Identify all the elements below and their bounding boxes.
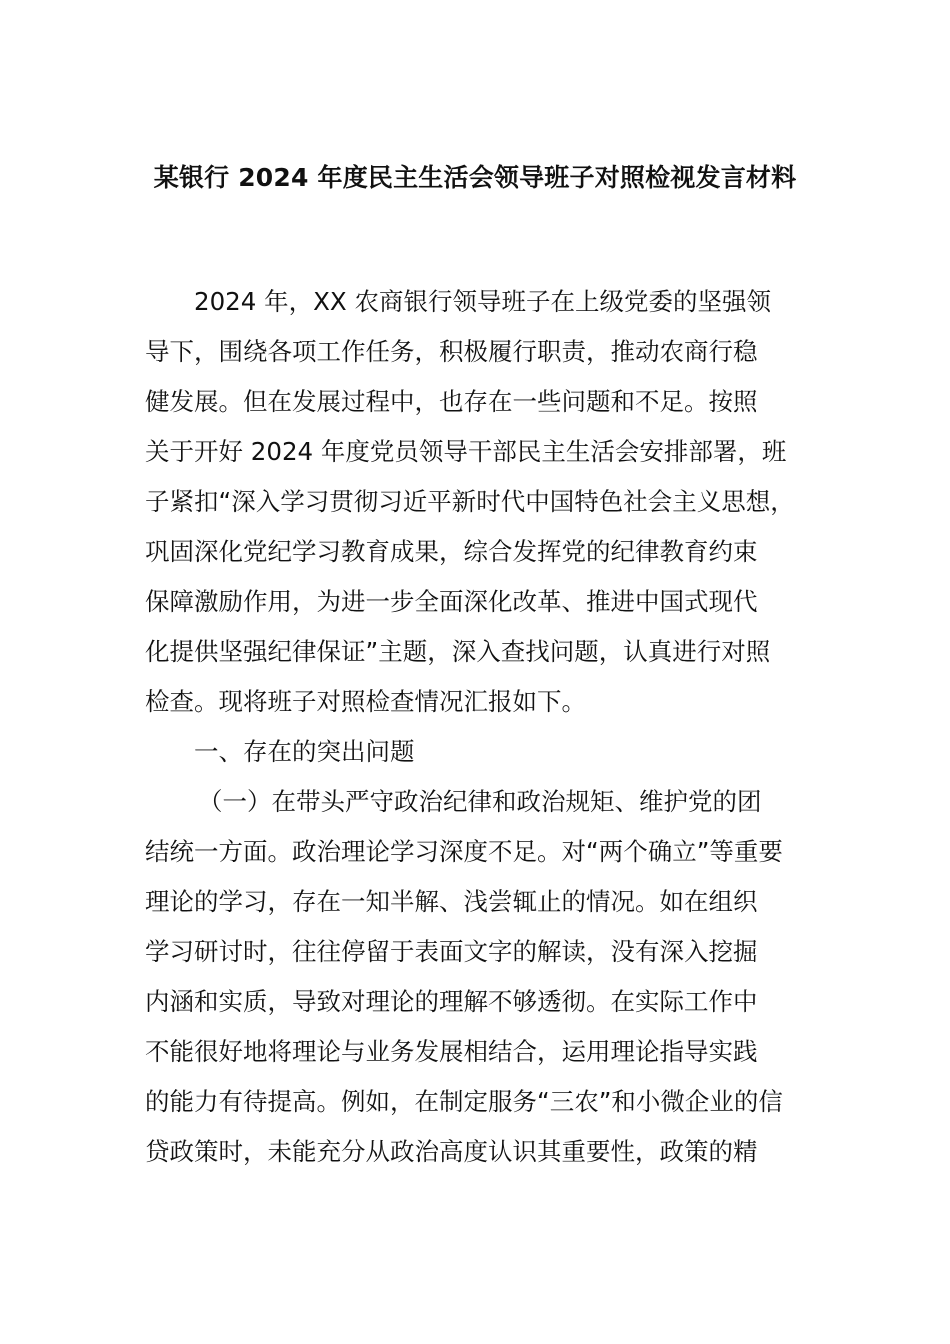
body-line: 关于开好 2024 年度党员领导干部民主生活会安排部署，班 [145,437,787,466]
body-line: 理论的学习，存在一知半解、浅尝辄止的情况。如在组织 [145,887,758,916]
document-title: 某银行 2024 年度民主生活会领导班子对照检视发言材料 [153,163,797,192]
body-line: 检查。现将班子对照检查情况汇报如下。 [145,687,586,716]
body-line: （一）在带头严守政治纪律和政治规矩、维护党的团 [198,787,762,816]
body-line: 学习研讨时，往往停留于表面文字的解读，没有深入挖掘 [145,937,758,966]
body-line: 不能很好地将理论与业务发展相结合，运用理论指导实践 [145,1037,758,1066]
body-line: 子紧扣“深入学习贯彻习近平新时代中国特色社会主义思想， [145,487,795,516]
body-line: 巩固深化党纪学习教育成果，综合发挥党的纪律教育约束 [145,537,758,566]
body-line: 导下，围绕各项工作任务，积极履行职责，推动农商行稳 [145,337,758,366]
body-line: 健发展。但在发展过程中，也存在一些问题和不足。按照 [145,387,758,416]
section-heading: 一、存在的突出问题 [194,737,415,766]
body-line: 的能力有待提高。例如，在制定服务“三农”和小微企业的信 [145,1087,783,1116]
body-line: 内涵和实质，导致对理论的理解不够透彻。在实际工作中 [145,987,758,1016]
body-line: 2024 年，XX 农商银行领导班子在上级党委的坚强领 [194,287,771,316]
body-line: 保障激励作用，为进一步全面深化改革、推进中国式现代 [145,587,758,616]
body-line: 结统一方面。政治理论学习深度不足。对“两个确立”等重要 [145,837,783,866]
body-line: 化提供坚强纪律保证”主题，深入查找问题，认真进行对照 [145,637,771,666]
body-line: 贷政策时，未能充分从政治高度认识其重要性，政策的精 [145,1137,758,1166]
